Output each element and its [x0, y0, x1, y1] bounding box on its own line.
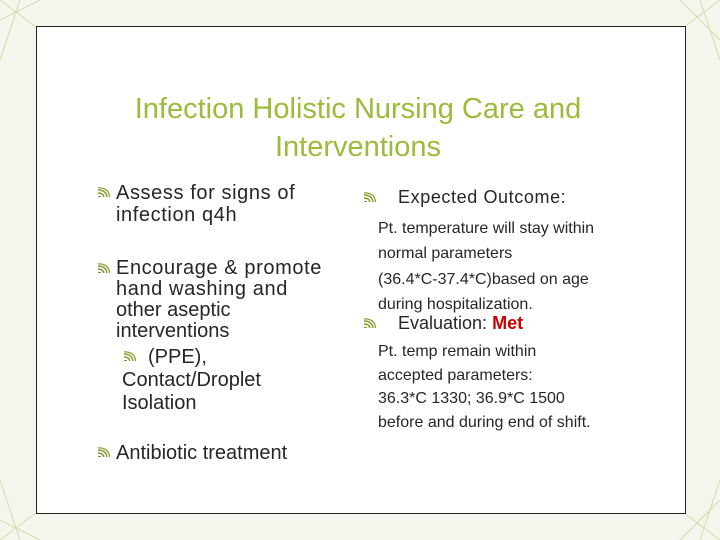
expected-outcome-label: Expected Outcome: — [398, 187, 567, 207]
antibiotic-text: Antibiotic treatment — [116, 442, 288, 464]
evaluation-line-3: 36.3*C 1330; 36.9*C 1500 — [378, 390, 565, 407]
title-line-2: Interventions — [274, 131, 442, 163]
evaluation-status: Met — [492, 313, 524, 333]
bullet-assess — [96, 182, 366, 226]
wifi-arrow-bullet-icon — [362, 318, 376, 329]
evaluation-line-2: accepted parameters: — [378, 366, 533, 384]
expected-outcome-text — [378, 216, 648, 317]
expected-line-4: during hospitalization. — [378, 295, 533, 313]
encourage-line-4: interventions — [116, 320, 230, 342]
wifi-arrow-bullet-icon — [96, 187, 110, 198]
wifi-arrow-bullet-icon — [362, 192, 376, 203]
ppe-line-1: (PPE), — [148, 346, 207, 368]
bullet-encourage — [96, 258, 366, 342]
evaluation-heading — [362, 312, 523, 334]
expected-line-2: normal parameters — [378, 245, 513, 263]
assess-line-1: Assess for signs of — [116, 182, 296, 204]
expected-line-1: Pt. temperature will stay within — [378, 220, 595, 237]
evaluation-text — [378, 340, 648, 434]
wifi-arrow-bullet-icon — [96, 447, 110, 458]
bullet-antibiotic — [96, 442, 366, 464]
ppe-line-3: Isolation — [122, 392, 197, 414]
assess-line-2: infection q4h — [116, 204, 238, 226]
title-line-1: Infection Holistic Nursing Care and — [134, 93, 582, 125]
evaluation-line-4: before and during end of shift. — [378, 413, 591, 431]
expected-outcome-heading — [362, 186, 566, 208]
expected-line-3: (36.4*C-37.4*C)based on age — [378, 270, 589, 288]
wifi-arrow-bullet-icon — [122, 351, 136, 362]
evaluation-label: Evaluation: — [398, 313, 488, 333]
evaluation-line-1: Pt. temp remain within — [378, 343, 537, 360]
sub-bullet-ppe — [122, 346, 342, 415]
ppe-line-2: Contact/Droplet — [122, 369, 261, 391]
encourage-line-1: Encourage & promote — [116, 257, 322, 279]
encourage-line-2: hand washing and — [116, 278, 288, 300]
encourage-line-3: other aseptic — [116, 299, 231, 321]
wifi-arrow-bullet-icon — [96, 263, 110, 274]
slide-title — [40, 90, 676, 166]
